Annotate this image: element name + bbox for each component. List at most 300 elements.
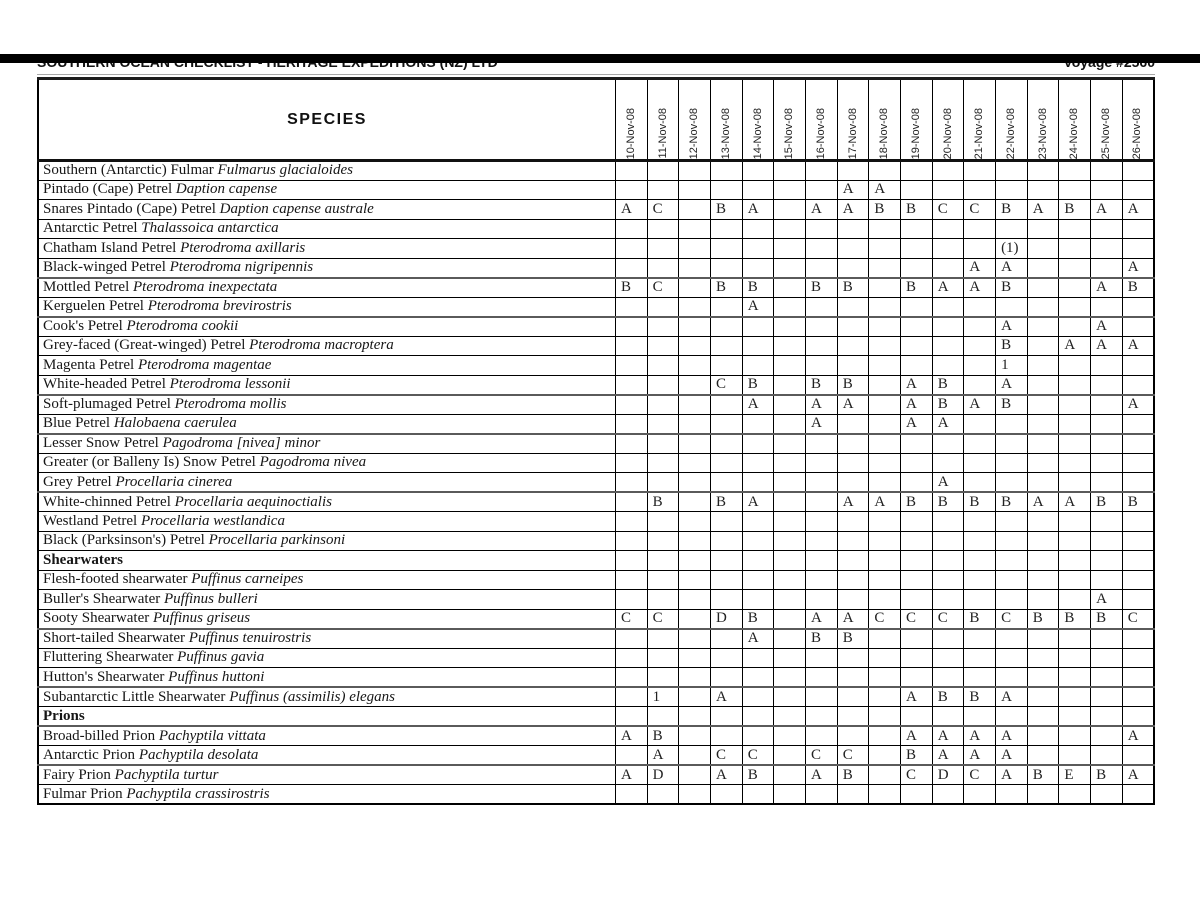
species-common-name: Antarctic Petrel bbox=[43, 220, 138, 237]
observation-cell bbox=[616, 375, 648, 395]
observation-cell bbox=[711, 726, 743, 746]
species-common-name: Greater (or Balleny Is) Snow Petrel bbox=[43, 454, 256, 471]
observation-cell bbox=[1122, 531, 1154, 551]
observation-cell: A bbox=[1027, 200, 1059, 220]
observation-cell: A bbox=[996, 726, 1028, 746]
observation-cell: D bbox=[932, 765, 964, 785]
species-row bbox=[38, 785, 1154, 805]
observation-cell bbox=[1027, 551, 1059, 571]
species-scientific-name: Procellaria cinerea bbox=[115, 473, 233, 490]
observation-cell: A bbox=[806, 395, 838, 415]
observation-cell bbox=[964, 785, 996, 805]
observation-cell bbox=[774, 590, 806, 610]
observation-cell: B bbox=[932, 395, 964, 415]
species-name-cell bbox=[38, 629, 616, 649]
species-scientific-name: Pterodroma nigripennis bbox=[169, 259, 314, 275]
observation-cell: B bbox=[1059, 609, 1091, 629]
species-common-name: Flesh-footed shearwater bbox=[43, 571, 188, 588]
observation-cell bbox=[679, 648, 711, 668]
observation-cell: A bbox=[932, 726, 964, 746]
species-row bbox=[38, 765, 1154, 785]
observation-cell bbox=[711, 180, 743, 200]
observation-cell bbox=[647, 785, 679, 805]
observation-cell bbox=[742, 219, 774, 239]
observation-cell bbox=[1027, 453, 1059, 473]
observation-cell: A bbox=[964, 258, 996, 278]
species-name-cell bbox=[38, 258, 616, 278]
observation-cell bbox=[932, 161, 964, 181]
species-name-cell bbox=[38, 161, 616, 181]
observation-cell bbox=[774, 219, 806, 239]
species-row bbox=[38, 219, 1154, 239]
date-column-header bbox=[616, 79, 648, 161]
observation-cell: B bbox=[996, 336, 1028, 356]
observation-cell bbox=[964, 356, 996, 376]
observation-cell bbox=[616, 336, 648, 356]
species-common-name: Black (Parksinson's) Petrel bbox=[43, 532, 205, 549]
observation-cell bbox=[774, 356, 806, 376]
species-name-cell bbox=[38, 512, 616, 532]
species-name-cell bbox=[38, 297, 616, 317]
observation-cell bbox=[774, 687, 806, 707]
date-label: 23-Nov-08 bbox=[1036, 107, 1049, 159]
observation-cell: B bbox=[996, 395, 1028, 415]
observation-cell bbox=[1059, 297, 1091, 317]
observation-cell bbox=[774, 278, 806, 298]
observation-cell bbox=[806, 551, 838, 571]
observation-cell: B bbox=[932, 375, 964, 395]
species-common-name: Buller's Shearwater bbox=[43, 590, 161, 607]
observation-cell bbox=[679, 219, 711, 239]
species-scientific-name: Pterodroma lessonii bbox=[169, 376, 291, 392]
species-scientific-name: Pterodroma macroptera bbox=[249, 337, 394, 354]
observation-cell: B bbox=[711, 278, 743, 298]
observation-cell bbox=[901, 551, 933, 571]
species-common-name: Subantarctic Little Shearwater bbox=[43, 688, 226, 705]
observation-cell bbox=[647, 648, 679, 668]
species-row bbox=[38, 687, 1154, 707]
observation-cell bbox=[996, 414, 1028, 434]
observation-cell bbox=[806, 492, 838, 512]
observation-cell bbox=[806, 648, 838, 668]
observation-cell bbox=[774, 668, 806, 688]
observation-cell bbox=[1059, 473, 1091, 493]
observation-cell bbox=[774, 785, 806, 805]
date-label: 24-Nov-08 bbox=[1068, 107, 1081, 159]
observation-cell bbox=[616, 785, 648, 805]
species-name-cell bbox=[38, 375, 616, 395]
observation-cell bbox=[679, 531, 711, 551]
observation-cell bbox=[964, 648, 996, 668]
observation-cell: A bbox=[901, 395, 933, 415]
observation-cell bbox=[679, 161, 711, 181]
observation-cell: C bbox=[647, 200, 679, 220]
observation-cell: A bbox=[901, 726, 933, 746]
observation-cell bbox=[1027, 317, 1059, 337]
species-name-cell bbox=[38, 746, 616, 766]
observation-cell bbox=[774, 414, 806, 434]
observation-cell bbox=[742, 434, 774, 454]
observation-cell: A bbox=[996, 375, 1028, 395]
observation-cell bbox=[774, 707, 806, 727]
species-name-cell bbox=[38, 687, 616, 707]
species-common-name: Mottled Petrel bbox=[43, 279, 130, 295]
observation-cell bbox=[616, 531, 648, 551]
observation-cell bbox=[1091, 746, 1123, 766]
species-scientific-name: Daption capense bbox=[175, 181, 278, 198]
observation-cell: A bbox=[996, 746, 1028, 766]
species-row bbox=[38, 746, 1154, 766]
observation-cell bbox=[1059, 161, 1091, 181]
species-common-name: Sooty Shearwater bbox=[43, 610, 150, 626]
observation-cell: A bbox=[1091, 590, 1123, 610]
date-column-header bbox=[1027, 79, 1059, 161]
species-row bbox=[38, 629, 1154, 649]
species-name-cell bbox=[38, 492, 616, 512]
observation-cell bbox=[1027, 395, 1059, 415]
species-row bbox=[38, 609, 1154, 629]
observation-cell bbox=[647, 414, 679, 434]
observation-cell: A bbox=[996, 687, 1028, 707]
observation-cell bbox=[932, 512, 964, 532]
observation-cell bbox=[964, 668, 996, 688]
observation-cell bbox=[806, 336, 838, 356]
observation-cell bbox=[711, 785, 743, 805]
observation-cell bbox=[647, 356, 679, 376]
date-label: 19-Nov-08 bbox=[909, 107, 922, 159]
observation-cell bbox=[869, 707, 901, 727]
observation-cell bbox=[647, 629, 679, 649]
species-scientific-name: Pachyptila desolata bbox=[138, 746, 259, 763]
species-name-cell bbox=[38, 726, 616, 746]
observation-cell bbox=[679, 278, 711, 298]
observation-cell bbox=[774, 629, 806, 649]
observation-cell: C bbox=[711, 746, 743, 766]
observation-cell bbox=[742, 551, 774, 571]
observation-cell bbox=[1091, 707, 1123, 727]
observation-cell bbox=[806, 726, 838, 746]
observation-cell: A bbox=[837, 180, 869, 200]
observation-cell: A bbox=[932, 278, 964, 298]
observation-cell bbox=[711, 648, 743, 668]
observation-cell bbox=[932, 434, 964, 454]
observation-cell bbox=[679, 707, 711, 727]
observation-cell bbox=[964, 219, 996, 239]
observation-cell bbox=[932, 668, 964, 688]
observation-cell bbox=[1122, 687, 1154, 707]
observation-cell bbox=[1122, 570, 1154, 590]
observation-cell: B bbox=[1122, 278, 1154, 298]
observation-cell bbox=[901, 317, 933, 337]
observation-cell: A bbox=[616, 726, 648, 746]
species-scientific-name: Procellaria aequinoctialis bbox=[174, 493, 332, 510]
observation-cell bbox=[774, 434, 806, 454]
species-row bbox=[38, 161, 1154, 181]
observation-cell bbox=[901, 161, 933, 181]
observation-cell bbox=[964, 473, 996, 493]
observation-cell bbox=[1027, 473, 1059, 493]
observation-cell bbox=[647, 395, 679, 415]
species-row bbox=[38, 570, 1154, 590]
species-row bbox=[38, 180, 1154, 200]
observation-cell bbox=[1091, 785, 1123, 805]
observation-cell bbox=[932, 239, 964, 259]
species-row bbox=[38, 473, 1154, 493]
species-row bbox=[38, 395, 1154, 415]
observation-cell: A bbox=[1059, 336, 1091, 356]
species-common-name: Antarctic Prion bbox=[43, 746, 136, 763]
species-row bbox=[38, 239, 1154, 259]
observation-cell bbox=[1027, 414, 1059, 434]
species-row bbox=[38, 668, 1154, 688]
observation-cell bbox=[742, 707, 774, 727]
observation-cell bbox=[869, 297, 901, 317]
observation-cell bbox=[932, 785, 964, 805]
observation-cell bbox=[1059, 570, 1091, 590]
observation-cell: C bbox=[932, 609, 964, 629]
observation-cell bbox=[1027, 336, 1059, 356]
observation-cell bbox=[837, 551, 869, 571]
observation-cell bbox=[837, 336, 869, 356]
species-common-name: Broad-billed Prion bbox=[43, 727, 156, 744]
observation-cell bbox=[1091, 219, 1123, 239]
observation-cell bbox=[996, 668, 1028, 688]
observation-cell bbox=[679, 785, 711, 805]
observation-cell: A bbox=[996, 765, 1028, 785]
observation-cell bbox=[806, 473, 838, 493]
observation-cell bbox=[616, 551, 648, 571]
date-label: 14-Nov-08 bbox=[751, 107, 764, 159]
observation-cell bbox=[679, 239, 711, 259]
observation-cell bbox=[742, 180, 774, 200]
observation-cell bbox=[774, 551, 806, 571]
observation-cell: C bbox=[996, 609, 1028, 629]
observation-cell bbox=[932, 297, 964, 317]
date-column-header bbox=[742, 79, 774, 161]
observation-cell: A bbox=[742, 492, 774, 512]
observation-cell: E bbox=[1059, 765, 1091, 785]
observation-cell bbox=[1122, 453, 1154, 473]
scanned-page bbox=[0, 54, 1200, 903]
date-label: 15-Nov-08 bbox=[783, 107, 796, 159]
observation-cell bbox=[647, 590, 679, 610]
observation-cell bbox=[901, 590, 933, 610]
observation-cell: B bbox=[647, 492, 679, 512]
observation-cell: C bbox=[647, 609, 679, 629]
observation-cell bbox=[1091, 726, 1123, 746]
observation-cell bbox=[964, 453, 996, 473]
observation-cell: C bbox=[964, 765, 996, 785]
observation-cell bbox=[774, 570, 806, 590]
observation-cell bbox=[806, 531, 838, 551]
observation-cell: B bbox=[869, 200, 901, 220]
observation-cell bbox=[901, 453, 933, 473]
observation-cell bbox=[679, 395, 711, 415]
species-common-name: White-chinned Petrel bbox=[43, 493, 171, 510]
observation-cell: A bbox=[616, 765, 648, 785]
observation-cell bbox=[869, 453, 901, 473]
observation-cell bbox=[1027, 297, 1059, 317]
observation-cell bbox=[869, 414, 901, 434]
observation-cell bbox=[806, 687, 838, 707]
observation-cell bbox=[774, 180, 806, 200]
observation-cell bbox=[647, 317, 679, 337]
species-name-cell bbox=[38, 239, 616, 259]
species-common-name: Fluttering Shearwater bbox=[43, 649, 174, 666]
observation-cell bbox=[1027, 726, 1059, 746]
observation-cell bbox=[616, 590, 648, 610]
observation-cell bbox=[901, 707, 933, 727]
observation-cell bbox=[996, 707, 1028, 727]
observation-cell bbox=[869, 395, 901, 415]
observation-cell bbox=[837, 356, 869, 376]
observation-cell bbox=[711, 258, 743, 278]
observation-cell bbox=[837, 726, 869, 746]
observation-cell: B bbox=[1091, 609, 1123, 629]
observation-cell bbox=[616, 668, 648, 688]
observation-cell bbox=[679, 356, 711, 376]
observation-cell bbox=[616, 492, 648, 512]
observation-cell bbox=[901, 356, 933, 376]
observation-cell bbox=[742, 356, 774, 376]
observation-cell bbox=[996, 590, 1028, 610]
date-column-header bbox=[774, 79, 806, 161]
observation-cell bbox=[869, 590, 901, 610]
observation-cell bbox=[932, 219, 964, 239]
observation-cell bbox=[742, 531, 774, 551]
observation-cell bbox=[774, 297, 806, 317]
observation-cell: B bbox=[837, 375, 869, 395]
observation-cell bbox=[901, 531, 933, 551]
species-common-name: Hutton's Shearwater bbox=[43, 668, 165, 685]
observation-cell bbox=[869, 336, 901, 356]
observation-cell bbox=[1122, 590, 1154, 610]
observation-cell: B bbox=[901, 492, 933, 512]
observation-cell bbox=[774, 375, 806, 395]
species-scientific-name: Pterodroma magentae bbox=[137, 356, 272, 373]
species-common-name: Fairy Prion bbox=[43, 766, 111, 783]
date-column-header bbox=[1122, 79, 1154, 161]
date-label: 10-Nov-08 bbox=[624, 107, 637, 159]
observation-cell bbox=[742, 317, 774, 337]
observation-cell: B bbox=[996, 200, 1028, 220]
observation-cell bbox=[742, 668, 774, 688]
observation-cell bbox=[806, 453, 838, 473]
observation-cell bbox=[837, 668, 869, 688]
observation-cell bbox=[1091, 570, 1123, 590]
observation-cell bbox=[932, 648, 964, 668]
species-row bbox=[38, 512, 1154, 532]
observation-cell bbox=[742, 687, 774, 707]
observation-cell bbox=[1059, 453, 1091, 473]
observation-cell bbox=[996, 161, 1028, 181]
species-scientific-name: Daption capense australe bbox=[219, 200, 374, 217]
observation-cell bbox=[742, 239, 774, 259]
observation-cell bbox=[901, 239, 933, 259]
observation-cell: A bbox=[1027, 492, 1059, 512]
observation-cell: A bbox=[932, 414, 964, 434]
observation-cell: C bbox=[837, 746, 869, 766]
date-column-header bbox=[1059, 79, 1091, 161]
observation-cell bbox=[1059, 239, 1091, 259]
species-name-cell bbox=[38, 473, 616, 493]
observation-cell bbox=[964, 239, 996, 259]
observation-cell bbox=[1122, 551, 1154, 571]
observation-cell bbox=[1059, 356, 1091, 376]
observation-cell bbox=[711, 356, 743, 376]
observation-cell: D bbox=[647, 765, 679, 785]
observation-cell bbox=[711, 629, 743, 649]
observation-cell bbox=[964, 317, 996, 337]
species-common-name: Short-tailed Shearwater bbox=[43, 630, 186, 646]
observation-cell bbox=[932, 180, 964, 200]
observation-cell bbox=[679, 687, 711, 707]
date-label: 17-Nov-08 bbox=[846, 107, 859, 159]
observation-cell bbox=[1091, 356, 1123, 376]
observation-cell bbox=[774, 492, 806, 512]
observation-cell bbox=[679, 570, 711, 590]
observation-cell bbox=[1059, 375, 1091, 395]
observation-cell bbox=[679, 258, 711, 278]
observation-cell bbox=[1122, 785, 1154, 805]
observation-cell bbox=[901, 434, 933, 454]
observation-cell bbox=[616, 180, 648, 200]
group-label: Prions bbox=[43, 707, 85, 724]
observation-cell: A bbox=[1091, 200, 1123, 220]
observation-cell bbox=[869, 161, 901, 181]
observation-cell bbox=[964, 336, 996, 356]
observation-cell bbox=[616, 414, 648, 434]
observation-cell bbox=[901, 668, 933, 688]
observation-cell bbox=[1122, 512, 1154, 532]
species-name-cell bbox=[38, 551, 616, 571]
observation-cell bbox=[932, 317, 964, 337]
observation-cell bbox=[711, 297, 743, 317]
observation-cell bbox=[1122, 356, 1154, 376]
observation-cell bbox=[679, 726, 711, 746]
observation-cell bbox=[1091, 473, 1123, 493]
observation-cell: B bbox=[901, 746, 933, 766]
observation-cell bbox=[1091, 453, 1123, 473]
observation-cell: B bbox=[901, 200, 933, 220]
observation-cell bbox=[806, 512, 838, 532]
observation-cell: D bbox=[711, 609, 743, 629]
observation-cell bbox=[869, 434, 901, 454]
observation-cell bbox=[1059, 726, 1091, 746]
observation-cell bbox=[1059, 219, 1091, 239]
observation-cell: B bbox=[711, 492, 743, 512]
observation-cell: A bbox=[964, 746, 996, 766]
date-column-header bbox=[901, 79, 933, 161]
observation-cell bbox=[806, 239, 838, 259]
observation-cell bbox=[711, 161, 743, 181]
observation-cell bbox=[711, 317, 743, 337]
observation-cell bbox=[742, 336, 774, 356]
observation-cell bbox=[932, 707, 964, 727]
date-column-header bbox=[806, 79, 838, 161]
species-name-cell bbox=[38, 609, 616, 629]
species-scientific-name: Pachyptila turtur bbox=[114, 766, 219, 783]
observation-cell bbox=[647, 297, 679, 317]
observation-cell: C bbox=[901, 765, 933, 785]
observation-cell bbox=[932, 570, 964, 590]
observation-cell: A bbox=[742, 629, 774, 649]
observation-cell bbox=[1027, 356, 1059, 376]
observation-cell: A bbox=[1122, 765, 1154, 785]
observation-cell: B bbox=[1091, 492, 1123, 512]
observation-cell bbox=[774, 609, 806, 629]
observation-cell bbox=[679, 629, 711, 649]
